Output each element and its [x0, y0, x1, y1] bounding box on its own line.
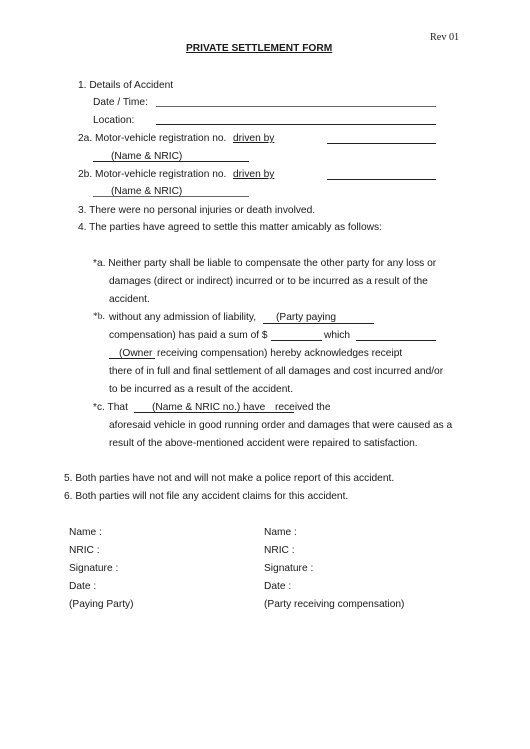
date-time-label: Date / Time:: [93, 97, 148, 108]
right-date-label: Date :: [264, 581, 292, 592]
item-6-text: 6. Both parties will not file any accident claims for this accident.: [64, 491, 349, 502]
clause-b-line-5: to be incurred as a result of the accident.: [109, 384, 294, 395]
clause-a-line-3: accident.: [109, 294, 150, 305]
clause-b-marker: *b.: [93, 312, 105, 322]
right-signature-label: Signature :: [264, 563, 314, 574]
clause-b-paying-party: (Party paying: [276, 312, 337, 323]
item-3-text: 3. There were no personal injuries or death involved.: [78, 205, 316, 216]
clause-b-which: which: [324, 330, 351, 341]
item-2b-text: 2b. Motor-vehicle registration no.: [78, 169, 227, 180]
item-2b-driven-by: driven by: [233, 169, 275, 180]
clause-c-name-nric: (Name & NRIC no.) have: [152, 402, 266, 413]
location-label: Location:: [93, 115, 135, 126]
item-2a-driver-field[interactable]: [327, 143, 436, 144]
clause-c-line-2: aforesaid vehicle in good running order and damages that were caused as a: [109, 420, 453, 431]
clause-b-line-1: without any admission of liability,: [109, 312, 257, 323]
clause-b-line-3: receiving compensation) hereby acknowledges receipt: [157, 348, 403, 359]
form-title: PRIVATE SETTLEMENT FORM: [186, 43, 333, 54]
item-2b-driver-field[interactable]: [327, 179, 436, 180]
left-name-label: Name :: [69, 527, 102, 538]
clause-a-line-2: damages (direct or indirect) incurred or to be incurred as a result of the: [109, 276, 428, 287]
revision-label: Rev 01: [430, 32, 460, 43]
right-name-label: Name :: [264, 527, 297, 538]
item-2a-text: 2a. Motor-vehicle registration no.: [78, 133, 227, 144]
date-time-field[interactable]: [156, 106, 436, 107]
item-2a-name-nric-field[interactable]: [93, 161, 249, 162]
clause-c-received: received the: [275, 402, 331, 413]
clause-a-line-1: *a. Neither party shall be liable to compensate the other party for any loss or: [93, 258, 437, 269]
clause-b-line-4: there of in full and final settlement of all damages and cost incurred and/or: [109, 366, 444, 377]
right-party-label: (Party receiving compensation): [264, 599, 405, 610]
right-nric-label: NRIC :: [264, 545, 295, 556]
location-field[interactable]: [156, 124, 436, 125]
clause-c-line-3: result of the above-mentioned accident were repaired to satisfaction.: [109, 438, 418, 449]
item-1-heading: 1. Details of Accident: [78, 80, 174, 91]
left-party-label: (Paying Party): [69, 599, 134, 610]
clause-c-that: *c. That: [93, 402, 128, 413]
amount-field[interactable]: [271, 340, 322, 341]
item-2a-name-nric: (Name & NRIC): [111, 151, 183, 162]
left-date-label: Date :: [69, 581, 97, 592]
item-5-text: 5. Both parties have not and will not make a police report of this accident.: [64, 473, 395, 484]
which-field[interactable]: [356, 340, 436, 341]
clause-b-line-2: compensation) has paid a sum of $: [109, 330, 268, 341]
item-4-text: 4. The parties have agreed to settle this matter amicably as follows:: [78, 222, 382, 233]
left-signature-label: Signature :: [69, 563, 119, 574]
clause-b-owner: (Owner: [119, 348, 153, 359]
left-nric-label: NRIC :: [69, 545, 100, 556]
item-2b-name-nric-field[interactable]: [93, 196, 249, 197]
item-2a-driven-by: driven by: [233, 133, 275, 144]
item-2b-name-nric: (Name & NRIC): [111, 186, 183, 197]
